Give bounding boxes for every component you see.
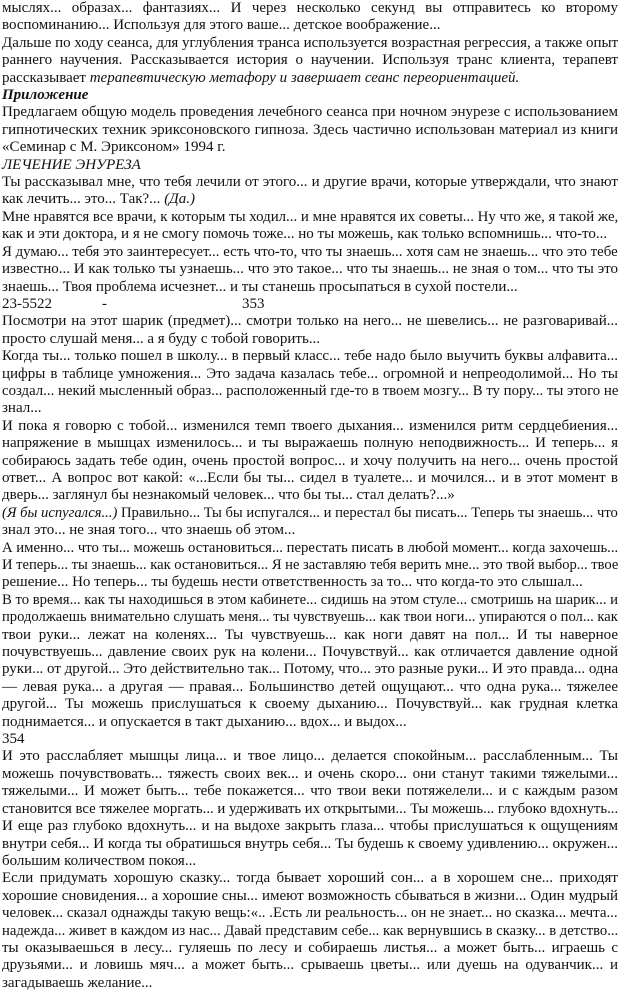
text-line: почувствуешь... давление своих рук на колени... Почувствуй... как отличается давление одной bbox=[2, 644, 618, 661]
text-line: И еще раз глубоко вдохнуть... и на выдохе закрыть глаза... чтобы прислушаться к ощущениям bbox=[2, 818, 618, 835]
text-line: загадываешь желание... bbox=[2, 974, 153, 991]
text-line: просто слушай меня... а я буду с тобой говорить... bbox=[2, 330, 321, 347]
text-line: Ты рассказывал мне, что тебя лечили от этого... и другие врачи, которые утверждали, что знают bbox=[2, 174, 618, 191]
text-line: большим количеством покоя... bbox=[2, 852, 197, 869]
page-number: 353 bbox=[242, 295, 265, 312]
appendix-heading: Приложение bbox=[2, 87, 89, 104]
section-title: ЛЕЧЕНИЕ ЭНУРЕЗА bbox=[2, 156, 141, 173]
text-line: твои руки... лежат на коленях... Ты чувствуешь... как ноги давят на пол... И ты наверное bbox=[2, 626, 618, 643]
text-line: А именно... что ты... можешь остановиться... перестать писать в любой момент... когда захочешь... bbox=[2, 539, 619, 556]
text-line: знаешь... Твоя проблема исчезнет... и ты станешь просыпаться в сухой постели... bbox=[2, 278, 518, 295]
text-line: В то время... как ты находишься в этом кабинете... сидишь на этом стуле... смотришь на шарик... и bbox=[2, 591, 619, 608]
text-line: Когда ты... только пошел в школу... в первый класс... тебе надо было выучить буквы алфавита... bbox=[2, 348, 618, 365]
text-line: создал... некий мысленный образ... расположенный где-то в твоем мозгу... В ту пору... ты этого не bbox=[2, 382, 619, 399]
text-line: знал... bbox=[2, 400, 42, 417]
page-marker-code: 23-5522 bbox=[2, 295, 52, 312]
dialogue-block-5 bbox=[2, 748, 618, 992]
text-line: поднимается... и опускается в такт дыханию... вдох... и выдох... bbox=[2, 713, 407, 730]
page-number: 354 bbox=[2, 731, 25, 748]
text-line: как и эти доктора, и я не смогу помочь тоже... но ты можешь, как только вспомнишь... что-то... bbox=[2, 226, 608, 243]
text-line bbox=[2, 70, 618, 87]
text-line: Мне нравятся все врачи, к которым ты ходил... и мне нравятся их советы... Ну что же, я такой же, bbox=[2, 208, 619, 225]
text-line: ты оказываешься в лесу... гуляешь по лесу и собираешь листья... а может быть... играешь с bbox=[2, 939, 618, 956]
text-line: мыслях... образах... фантазиях... И через несколько секунд вы отправитесь ко второму bbox=[2, 0, 618, 16]
text-line: надежда... живет в каждом из нас... Давай представим себе... как вернувшись в сказку... в детство... bbox=[2, 922, 619, 939]
text-line: известно... И как только ты узнаешь... что это такое... что ты знаешь... не зная о том... что ты это bbox=[2, 261, 618, 278]
text-line: знал это... не зная того... что знаешь об этом... bbox=[2, 522, 296, 539]
dialogue-block-3 bbox=[2, 313, 618, 504]
text-line: внутри себя... И когда ты обратишься внутрь себя... Ты будешь к своему удивлению... окружен... bbox=[2, 835, 619, 852]
text-line: продолжаешь внимательно слушать меня... ты чувствуешь... как твои ноги... упираются о пол... как bbox=[2, 609, 618, 626]
text-line: становится все тяжелее моргать... и удерживать их открытыми... Ты можешь... глубоко вдохнуть... bbox=[2, 800, 619, 817]
text-line: Предлагаем общую модель проведения лечебного сеанса при ночном энурезе с использованием bbox=[2, 104, 618, 121]
text-line: дверь... заглянул бы незнакомый человек... что бы ты... стал делать?...» bbox=[2, 487, 455, 504]
appendix-paragraph bbox=[2, 104, 618, 156]
italic-fragment: терапевтическую метафору и завершает сеанс переориентацией. bbox=[89, 69, 520, 86]
dialogue-block-2 bbox=[2, 209, 618, 296]
text-line: И это расслабляет мышцы лица... и твое лицо... делается спокойным... расслабленным... Ты bbox=[2, 748, 618, 765]
document-page bbox=[2, 0, 618, 992]
text-line: И пока я говорю с тобой... изменился темп твоего дыхания... изменился ритм сердцебиения... bbox=[2, 417, 618, 434]
text-line bbox=[2, 505, 618, 522]
text-fragment: Правильно... Ты бы испугался... и перестал бы писать... Теперь ты знаешь... что bbox=[117, 504, 618, 521]
text-line: гипнотических техник эриксоновского гипноза. Здесь частично использован материал из книги bbox=[2, 121, 618, 138]
text-line: цифры в таблице умножения... Это задача казалась тебе... огромной и непреодолимой... Но ты bbox=[2, 365, 618, 382]
text-fragment: рассказывает bbox=[2, 69, 90, 86]
italic-fragment: (Я бы испугался...) bbox=[2, 504, 118, 521]
text-line: можешь почувствовать... тяжесть своих век... и очень скоро... они станут такими тяжелыми... bbox=[2, 765, 618, 782]
text-line: друзьями... и ловишь мяч... а может быть... срываешь цветы... или дуешь на одуванчик... и bbox=[2, 957, 618, 974]
page-marker-dash: - bbox=[102, 295, 107, 312]
text-line: другой... Ты можешь прислушаться к своему дыханию... Почувствуй... как грудная клетка bbox=[2, 696, 618, 713]
dialogue-block-1 bbox=[2, 174, 618, 209]
text-line: человек... сказал однажды такую вещь:«.. .Есть ли реальность... он не знает... но сказка... мечта... bbox=[2, 905, 618, 922]
text-line: руки... от другой... Это действительно так... Потому, что... это разные руки... И это правда... одна bbox=[2, 661, 619, 678]
page-marker bbox=[2, 296, 618, 313]
text-line: И теперь... ты знаешь... как остановиться... Я не заставляю тебя верить мне... это твой выбор... твое bbox=[2, 557, 619, 573]
text-fragment: как лечить... это... Так?... bbox=[2, 191, 165, 208]
text-line: решение... Но теперь... ты будешь нести ответственность за то... что когда-то это слышал... bbox=[2, 574, 583, 591]
text-line: Если придумать хорошую сказку... тогда бывает хороший сон... а в хорошем сне... приходят bbox=[2, 870, 618, 887]
italic-fragment: (Да.) bbox=[164, 191, 195, 208]
text-line: собираюсь задать тебе один, очень простой вопрос... и хочу получить на него... очень простой bbox=[2, 452, 618, 469]
text-line: хорошие сновидения... а хорошие сны... имеют возможность сбываться в жизни... Один мудрый bbox=[2, 887, 618, 904]
text-line: Посмотри на этот шарик (предмет)... смотри только на него... не шевелись... не разговаривай... bbox=[2, 313, 618, 330]
text-line bbox=[2, 191, 618, 208]
text-line: «Семинар с М. Эриксоном» 1994 г. bbox=[2, 139, 226, 156]
dialogue-block-4 bbox=[2, 505, 618, 731]
text-line: раннего научения. Рассказывается история о научении. Используя транс клиента, терапевт bbox=[2, 52, 618, 69]
text-line: — левая рука... а другая — правая... Большинство детей ощущают... что одна рука... тяжелее bbox=[2, 678, 618, 695]
text-line: ответ... А вопрос вот какой: «...Если бы ты... сидел в туалете... и мочился... и в этот момент в bbox=[2, 469, 618, 486]
text-line: Дальше по ходу сеанса, для углубления транса используется возрастная регрессия, а также опыт bbox=[2, 34, 619, 51]
text-line: воспоминанию... Используя для этого ваше... детское воображение... bbox=[2, 17, 441, 34]
intro-paragraph bbox=[2, 0, 618, 87]
text-line: напряжение в мышцах изменилось... и ты выражаешь полную неподвижность... И теперь... я bbox=[2, 435, 618, 452]
text-line: Я думаю... тебя это заинтересует... есть что-то, что ты знаешь... хотя сам не знаешь... что это тебе bbox=[2, 243, 618, 260]
text-line: тяжелыми... И может быть... тебе покажется... что твои веки потяжелели... и с каждым разом bbox=[2, 783, 618, 800]
